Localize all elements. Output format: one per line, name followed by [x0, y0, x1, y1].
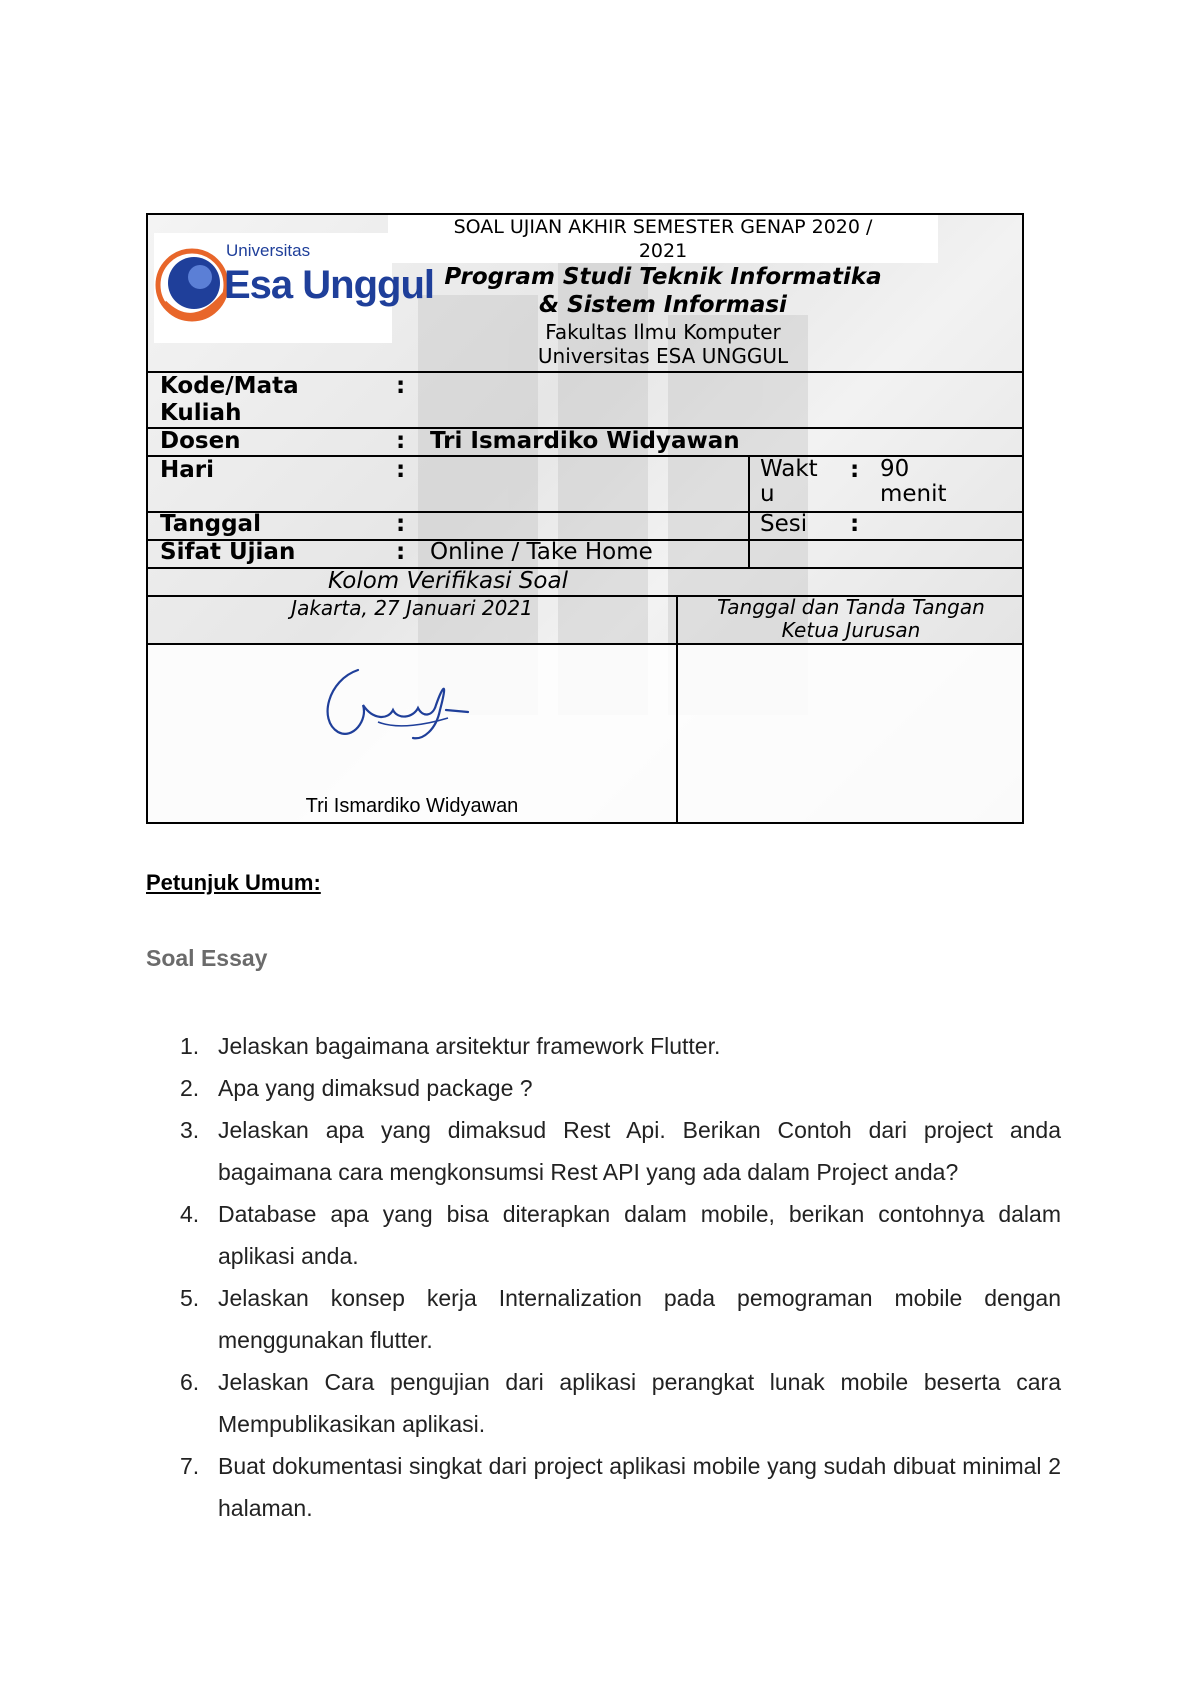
- signer-name: Tri Ismardiko Widyawan: [305, 795, 519, 817]
- sifat-label: Sifat Ujian: [160, 539, 296, 565]
- handwritten-signature-icon: [318, 660, 488, 750]
- question-text: Apa yang dimaksud package ?: [218, 1075, 533, 1101]
- question-text: Jelaskan bagaimana arsitektur framework Flutter.: [218, 1033, 721, 1059]
- list-item: [180, 1193, 1061, 1277]
- university-name: Universitas ESA UNGGUL: [537, 344, 789, 368]
- kode-label-line1: Kode/Mata: [160, 373, 299, 399]
- program-line1: Program Studi Teknik Informatika: [444, 264, 882, 290]
- hari-colon: :: [396, 457, 406, 483]
- waktu-divider: [748, 455, 750, 539]
- question-text: Jelaskan apa yang dimaksud Rest Api. Berikan Contoh dari project anda bagaimana cara mengkonsumsi Rest API yang ada dalam Project anda?: [218, 1117, 1061, 1185]
- program-line2: & Sistem Informasi: [539, 292, 787, 318]
- question-number: 7.: [180, 1453, 200, 1479]
- list-item: [180, 1025, 1061, 1067]
- exam-title-line2: 2021: [638, 240, 688, 262]
- exam-header-table: [146, 213, 1024, 824]
- dosen-colon: :: [396, 428, 406, 454]
- question-number: 5.: [180, 1285, 200, 1311]
- question-list: [146, 1025, 1061, 1529]
- sifat-divider: [748, 539, 750, 567]
- instructions-heading: Petunjuk Umum:: [146, 870, 321, 895]
- dosen-value: Tri Ismardiko Widyawan: [430, 428, 740, 454]
- verifikasi-ketua-label: [678, 596, 1024, 642]
- tanggal-label: Tanggal: [160, 511, 261, 537]
- question-number: 4.: [180, 1201, 200, 1227]
- list-item: [180, 1109, 1061, 1193]
- kode-colon: :: [396, 373, 406, 399]
- kode-label-line2: Kuliah: [160, 400, 242, 426]
- sesi-colon: :: [850, 511, 860, 537]
- waktu-colon: :: [850, 457, 860, 483]
- question-text: Database apa yang bisa diterapkan dalam mobile, berikan contohnya dalam aplikasi anda.: [218, 1201, 1061, 1269]
- tanggal-colon: :: [396, 511, 406, 537]
- list-item: [180, 1445, 1061, 1529]
- sifat-value: Online / Take Home: [430, 539, 653, 565]
- list-item: [180, 1277, 1061, 1361]
- section-title: Soal Essay: [146, 945, 268, 971]
- waktu-value: [880, 457, 947, 507]
- verifikasi-title: Kolom Verifikasi Soal: [327, 568, 568, 594]
- list-item: [180, 1067, 1061, 1109]
- waktu-label: [760, 457, 818, 507]
- exam-title-line1: SOAL UJIAN AKHIR SEMESTER GENAP 2020 /: [453, 216, 873, 238]
- question-text: Jelaskan Cara pengujian dari aplikasi perangkat lunak mobile beserta cara Mempublikasikan aplikasi.: [218, 1369, 1061, 1437]
- sifat-colon: :: [396, 539, 406, 565]
- question-text: Buat dokumentasi singkat dari project aplikasi mobile yang sudah dibuat minimal 2 halaman.: [218, 1453, 1061, 1521]
- list-item: [180, 1361, 1061, 1445]
- verifikasi-date: Jakarta, 27 Januari 2021: [291, 596, 533, 620]
- ketua-label-line1: Tanggal dan Tanda Tangan: [717, 595, 985, 619]
- waktu-label-line2: u: [760, 481, 775, 507]
- signature-box-right: [678, 645, 1024, 824]
- sesi-label: Sesi: [760, 511, 808, 537]
- tanggal-row: [148, 511, 1022, 541]
- faculty-name: Fakultas Ilmu Komputer: [545, 320, 781, 344]
- kode-label: [160, 373, 299, 427]
- logo-big-text: Esa Unggul: [224, 263, 435, 307]
- logo-small-text: Universitas: [226, 241, 311, 260]
- hari-label: Hari: [160, 457, 214, 483]
- ketua-label-line2: Ketua Jurusan: [781, 618, 921, 642]
- waktu-value-line1: 90: [880, 456, 910, 482]
- question-number: 1.: [180, 1033, 200, 1059]
- question-number: 6.: [180, 1369, 200, 1395]
- header-row: [148, 215, 1022, 373]
- question-number: 3.: [180, 1117, 200, 1143]
- waktu-value-line2: menit: [880, 481, 947, 507]
- dosen-label: Dosen: [160, 428, 241, 454]
- question-text: Jelaskan konsep kerja Internalization pada pemograman mobile dengan menggunakan flutter.: [218, 1285, 1061, 1353]
- question-number: 2.: [180, 1075, 200, 1101]
- waktu-label-line1: Wakt: [760, 456, 818, 482]
